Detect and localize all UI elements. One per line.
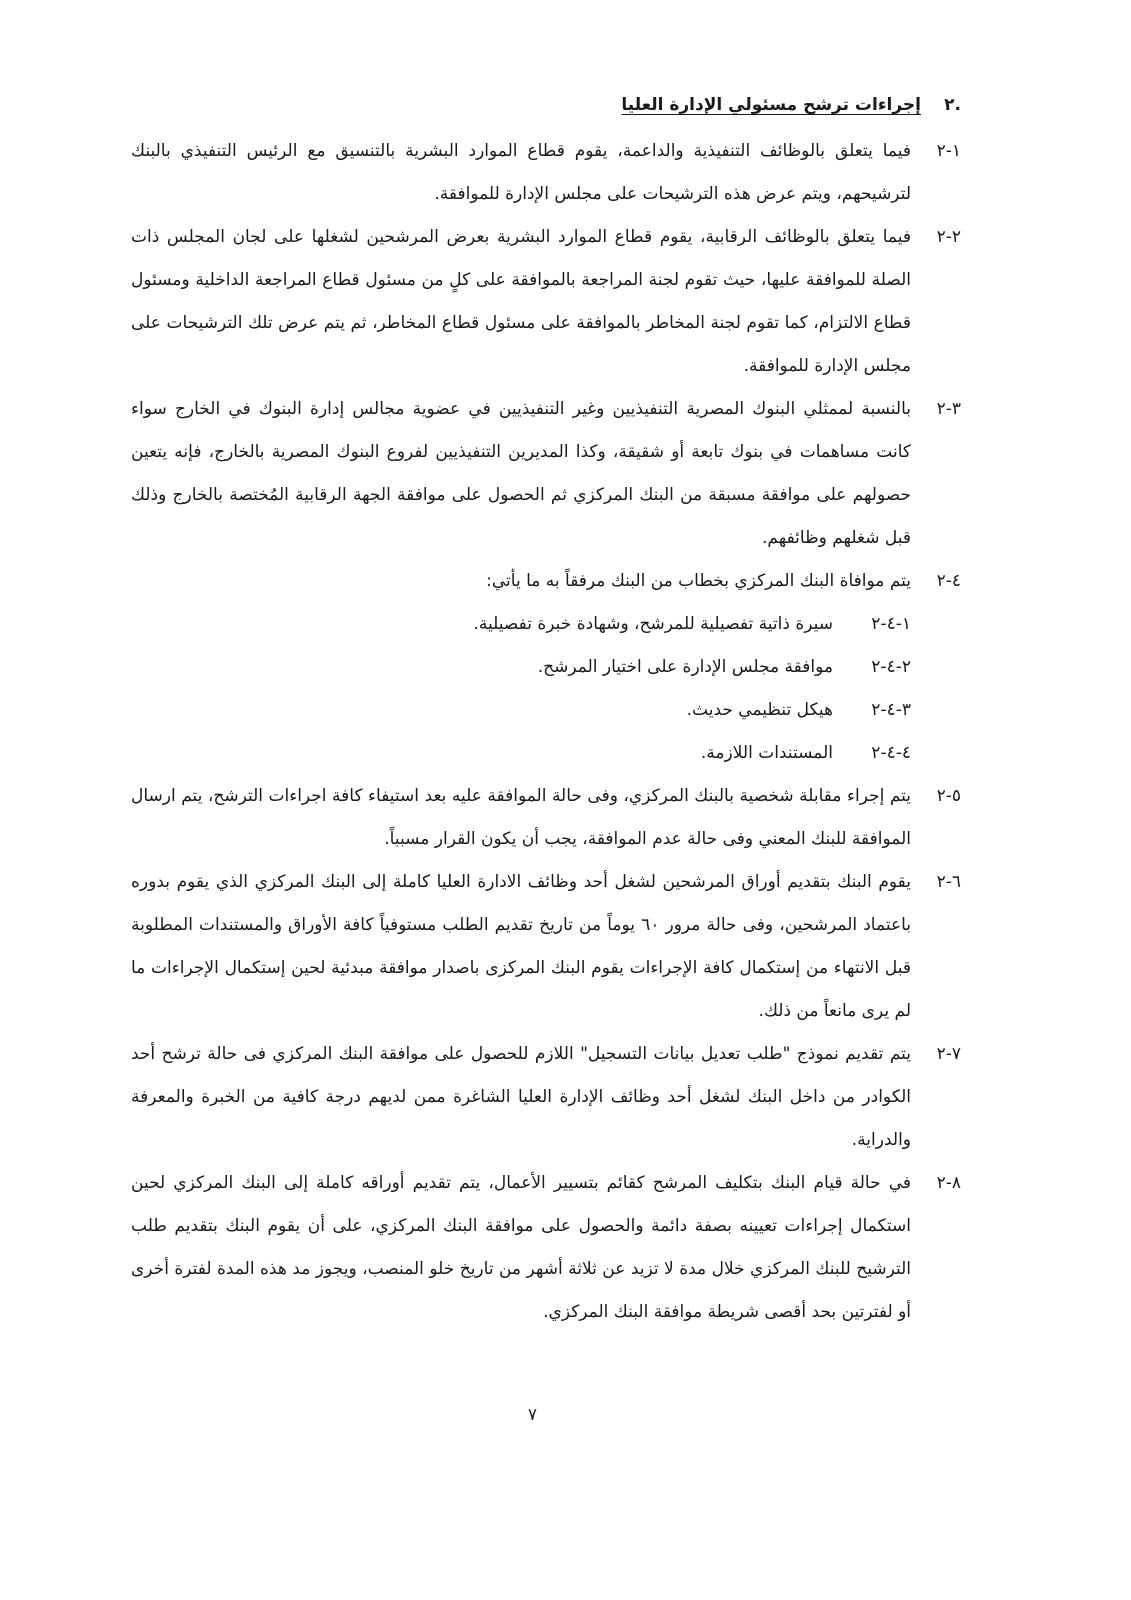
item-number: ٧-٢	[936, 1044, 961, 1064]
item-number: ٦-٢	[936, 872, 961, 892]
subitem-text: موافقة مجلس الإدارة على اختيار المرشح.	[537, 657, 833, 677]
sub-list-item	[131, 689, 961, 732]
document-content	[131, 88, 961, 1334]
subitem-number: ٣-٤-٢	[871, 700, 911, 720]
item-number: ٥-٢	[936, 786, 961, 806]
sub-list-item	[131, 732, 961, 775]
section-heading	[131, 88, 961, 122]
item-text: يتم إجراء مقابلة شخصية بالبنك المركزي، وفى حالة الموافقة عليه بعد استيفاء كافة اجراءات الترشح، يتم ارسال الموافقة للبنك المعني وفى حالة عدم الموافقة، يجب أن يكون القرار مسبباً.	[131, 786, 911, 849]
item-text: في حالة قيام البنك بتكليف المرشح كقائم بتسيير الأعمال، يتم تقديم أوراقه كاملة إلى البنك المركزي لحين استكمال إجراءات تعيينه بصفة دائمة والحصول على موافقة البنك المركزي، على أن يقوم البنك بتقديم طلب الترشيح للبنك المركزي خلال مدة لا تزيد عن ثلاثة أشهر من تاريخ خلو المنصب، ويجوز مد هذه المدة لفترة أخرى أو لفترتين بحد أقصى شريطة موافقة البنك المركزي.	[131, 1173, 911, 1322]
list-item	[131, 130, 961, 216]
item-text: فيما يتعلق بالوظائف الرقابية، يقوم قطاع الموارد البشرية بعرض المرشحين لشغلها على لجان المجلس ذات الصلة للموافقة عليها، حيث تقوم لجنة المراجعة بالموافقة على كلٍ من مسئول قطاع المراجعة الداخلية ومسئول قطاع الالتزام، كما تقوم لجنة المخاطر بالموافقة على مسئول قطاع المخاطر، ثم يتم عرض تلك الترشيحات على مجلس الإدارة للموافقة.	[131, 227, 911, 376]
section-title: إجراءات ترشح مسئولي الإدارة العليا	[621, 95, 921, 115]
list-item	[131, 1033, 961, 1162]
item-number: ٨-٢	[936, 1173, 961, 1193]
item-number: ٢-٢	[936, 227, 961, 247]
list-item	[131, 775, 961, 861]
item-number: ١-٢	[936, 141, 961, 161]
item-text: يقوم البنك بتقديم أوراق المرشحين لشغل أحد وظائف الادارة العليا كاملة إلى البنك المركزي الذي يقوم بدوره باعتماد المرشحين، وفى حالة مرور ٦٠ يوماً من تاريخ تقديم الطلب مستوفياً كافة الأوراق والمستندات المطلوبة قبل الانتهاء من إستكمال كافة الإجراءات يقوم البنك المركزى باصدار موافقة مبدئية لحين إستكمال الإجراءات ما لم يرى مانعاً من ذلك.	[131, 872, 912, 1021]
item-text: يتم موافاة البنك المركزي بخطاب من البنك مرفقاً به ما يأتي:	[486, 571, 911, 591]
subitem-number: ٤-٤-٢	[871, 743, 911, 763]
subitem-text: سيرة ذاتية تفصيلية للمرشح، وشهادة خبرة تفصيلية.	[473, 614, 833, 634]
section-number: .٢	[944, 95, 961, 115]
subitem-number: ٢-٤-٢	[871, 657, 911, 677]
item-text: يتم تقديم نموذج "طلب تعديل بيانات التسجيل" اللازم للحصول على موافقة البنك المركزي فى حالة ترشح أحد الكوادر من داخل البنك لشغل أحد وظائف الإدارة العليا الشاغرة ممن لديهم درجة كافية من الخبرة والمعرفة والدراية.	[131, 1044, 911, 1150]
subitem-text: هيكل تنظيمي حديث.	[686, 700, 833, 720]
list-item	[131, 216, 961, 388]
sub-list-item	[131, 603, 961, 646]
list-item	[131, 560, 961, 603]
list-item	[131, 388, 961, 560]
subitem-text: المستندات اللازمة.	[700, 743, 833, 763]
item-number: ٤-٢	[936, 571, 961, 591]
item-text: فيما يتعلق بالوظائف التنفيذية والداعمة، يقوم قطاع الموارد البشرية بالتنسيق مع الرئيس التنفيذي بالبنك لترشيحهم، ويتم عرض هذه الترشيحات على مجلس الإدارة للموافقة.	[131, 141, 911, 204]
item-text: بالنسبة لممثلي البنوك المصرية التنفيذيين وغير التنفيذيين في عضوية مجالس إدارة البنوك في الخارج سواء كانت مساهمات في بنوك تابعة أو شقيقة، وكذا المديرين التنفيذيين لفروع البنوك المصرية بالخارج، فإنه يتعين حصولهم على موافقة مسبقة من البنك المركزي ثم الحصول على موافقة الجهة الرقابية المُختصة بالخارج وذلك قبل شغلهم وظائفهم.	[131, 399, 911, 548]
item-number: ٣-٢	[936, 399, 961, 419]
list-item	[131, 861, 961, 1033]
list-item	[131, 1162, 961, 1334]
page-number: ٧	[527, 1405, 538, 1425]
subitem-number: ١-٤-٢	[871, 614, 911, 634]
sub-list-item	[131, 646, 961, 689]
